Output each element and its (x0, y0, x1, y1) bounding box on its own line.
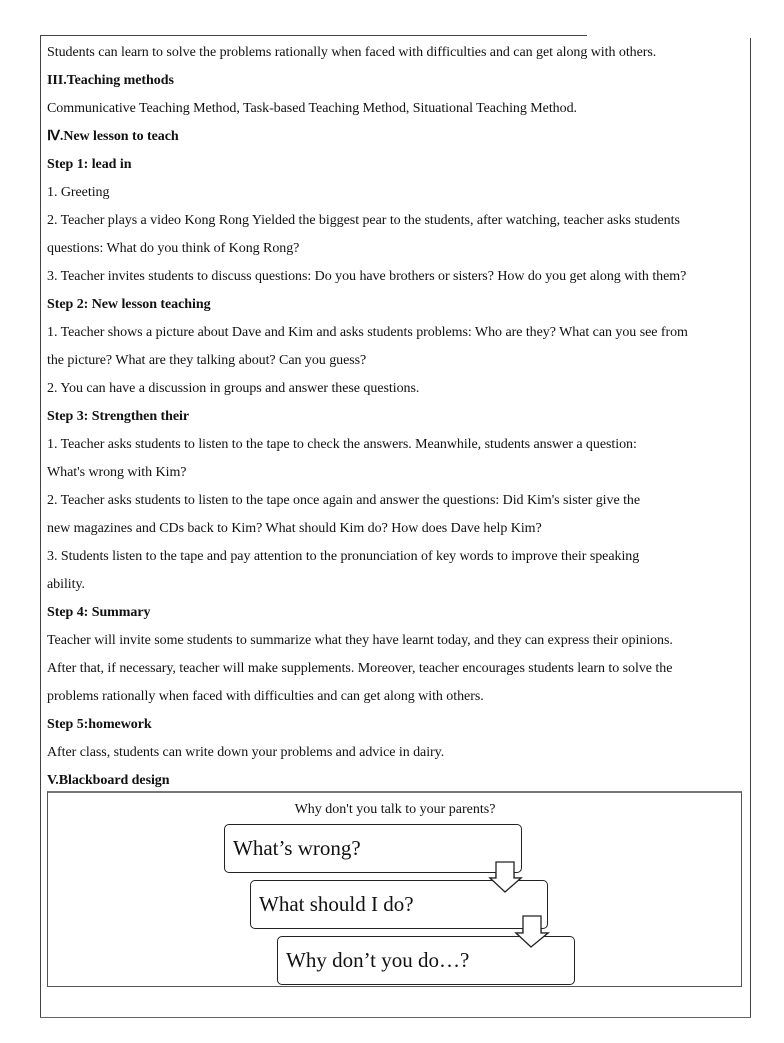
paragraph-line: 2. You can have a discussion in groups and answer these questions. (47, 381, 420, 396)
teaching-methods-text: Communicative Teaching Method, Task-based Teaching Method, Situational Teaching Method. (47, 101, 577, 116)
paragraph-line: 2. Teacher plays a video Kong Rong Yielded the biggest pear to the students, after watching, teacher asks students (47, 213, 680, 228)
paragraph-line: 2. Teacher asks students to listen to the tape once again and answer the questions: Did Kim's sister give the (47, 493, 641, 508)
paragraph-line: 3. Teacher invites students to discuss questions: Do you have brothers or sisters? How do you get along with them? (47, 269, 687, 284)
paragraph-line: 1. Greeting (47, 185, 110, 200)
paragraph-line: problems rationally when faced with difficulties and can get along with others. (47, 689, 484, 704)
paragraph-line: ability. (47, 577, 85, 592)
paragraph-line: 1. Teacher asks students to listen to the tape to check the answers. Meanwhile, students answer a question: (47, 437, 637, 452)
table-bottom-border (40, 1017, 751, 1018)
flow-box-what-should-i-do (250, 880, 548, 929)
flow-box-label: Why don’t you do…? (286, 948, 470, 972)
table-right-border (750, 38, 751, 1017)
flow-box-why-dont-you-do (277, 936, 575, 985)
lesson-plan-body (47, 39, 747, 795)
paragraph-line: the picture? What are they talking about? Can you guess? (47, 353, 367, 368)
paragraph-line: What's wrong with Kim? (47, 465, 187, 480)
step-1-heading: Step 1: lead in (47, 157, 132, 172)
paragraph-line: 3. Students listen to the tape and pay attention to the pronunciation of key words to improve their speaking (47, 549, 640, 564)
paragraph-line: Teacher will invite some students to summarize what they have learnt today, and they can express their opinions. (47, 633, 673, 648)
step-5-heading: Step 5:homework (47, 717, 152, 732)
paragraph-line: 1. Teacher shows a picture about Dave and Kim and asks students problems: Who are they? What can you see from (47, 325, 688, 340)
step-3-heading: Step 3: Strengthen their (47, 409, 190, 424)
flow-box-label: What’s wrong? (233, 836, 361, 860)
flow-box-whats-wrong (224, 824, 522, 873)
section-heading-new-lesson: Ⅳ.New lesson to teach (47, 129, 179, 144)
paragraph-line: new magazines and CDs back to Kim? What should Kim do? How does Dave help Kim? (47, 521, 542, 536)
section-heading-teaching-methods: III.Teaching methods (47, 73, 174, 88)
blackboard-title: Why don't you talk to your parents? (294, 802, 496, 817)
paragraph-line: After class, students can write down your problems and advice in dairy. (47, 745, 445, 760)
paragraph-line: questions: What do you think of Kong Rong? (47, 241, 300, 256)
flow-box-label: What should I do? (259, 892, 414, 916)
table-left-border (40, 35, 41, 1017)
table-top-border (40, 35, 587, 36)
paragraph-line: After that, if necessary, teacher will make supplements. Moreover, teacher encourages students learn to solve the (47, 661, 673, 676)
section-heading-blackboard-design: V.Blackboard design (47, 773, 170, 788)
objective-text: Students can learn to solve the problems rationally when faced with difficulties and can get along with others. (47, 45, 657, 60)
step-2-heading: Step 2: New lesson teaching (47, 297, 211, 312)
step-4-heading: Step 4: Summary (47, 605, 151, 620)
